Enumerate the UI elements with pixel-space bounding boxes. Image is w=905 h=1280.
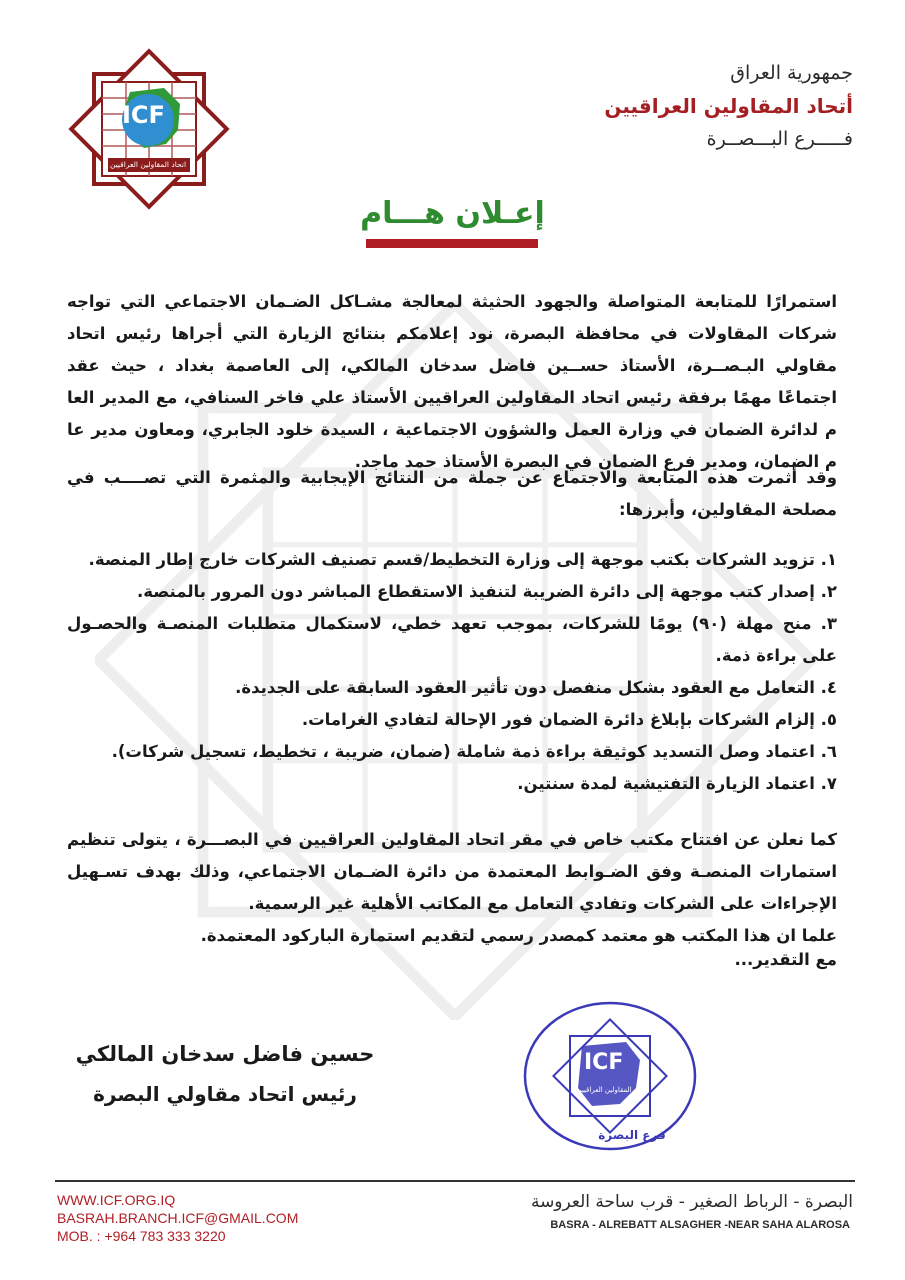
icf-logo xyxy=(68,48,230,210)
stamp-branch: فرع البصرة xyxy=(598,1128,666,1142)
footer-mobile: MOB. : +964 783 333 3220 xyxy=(57,1228,226,1244)
list-item: ٤. التعامل مع العقود بشكل منفصل دون تأثير العقود السابقة على الجديدة. xyxy=(235,678,837,697)
list-item: ٢. إصدار كتب موجهة إلى دائرة الضريبة لتنفيذ الاستقطاع المباشر دون المرور بالمنصة. xyxy=(136,582,837,601)
signatory-title: رئيس اتحاد مقاولي البصرة xyxy=(93,1082,357,1106)
list-item: ٣. منح مهلة (٩٠) يومًا للشركات، بموجب تعهد خطي، لاستكمال متطلبات المنصـة والحصـول على براءة ذمة. xyxy=(67,614,837,665)
results-paragraph: وقد أثمرت هذه المتابعة والاجتماع عن جملة من النتائج الإيجابية والمثمرة التي تصــــب في مصلحة المقاولين، وأبرزها: xyxy=(67,468,837,519)
intro-paragraph: استمرارًا للمتابعة المتواصلة والجهود الحثيثة لمعالجة مشـاكل الضـمان الاجتماعي التي تواجه شركات المقاولات في محافظة البصرة، نود إعلامكم بنتائج الزيارة التي أجراها رئيس اتحاد مقاولي البـصــرة، الأستاذ حســين فاضل سدخان المالكي، إلى العاصمة بغداد ، حيث عقد اجتماعًا مهمًا برفقة رئيس اتحاد المقاولين العراقيين الأستاذ علي فاخر السنافي، مع المدير العا م لدائرة الضمان في وزارة العمل والشؤون الاجتماعية ، السيدة خلود الجابري، ومعاون مدير عا م الضمان، ومدير فرع الضمان في البصرة الأستاذ حمد ماجد. xyxy=(67,292,837,471)
footer-address-arabic: البصرة - الرباط الصغير - قرب ساحة العروسة xyxy=(530,1192,853,1212)
header-branch: فـــــرع البـــصــرة xyxy=(706,128,853,150)
results-list xyxy=(67,544,837,800)
list-item: ٦. اعتماد وصل التسديد كوثيقة براءة ذمة شاملة (ضمان، ضريبة ، تخطيط، تسجيل شركات). xyxy=(111,742,837,761)
list-item: ٥. إلزام الشركات بإبلاغ دائرة الضمان فور الإحالة لتفادي الغرامات. xyxy=(301,710,837,729)
note-paragraph: علما ان هذا المكتب هو معتمد كمصدر رسمي لتقديم استمارة الباركود المعتمدة. xyxy=(200,926,837,945)
regards-line: مع التقدير... xyxy=(734,950,837,969)
footer-address-english: BASRA - ALREBATT ALSAGHER -NEAR SAHA ALAROSA xyxy=(550,1219,850,1231)
office-paragraph: كما نعلن عن افتتاح مكتب خاص في مقر اتحاد المقاولين العراقيين في البصـــرة ، يتولى تنظيم استمارات المنصـة وفق الضـوابط المعتمدة من دائرة الضـمان الاجتماعي، وذلك بهدف تسـهيل الإجراءات على الشركات وتفادي التعامل مع المكاتب الأهلية غير الرسمية. xyxy=(67,830,837,913)
announcement-title: إعـلان هـــام xyxy=(360,196,545,231)
stamp-logo-text: ICF xyxy=(584,1050,624,1075)
list-item: ١. تزويد الشركات بكتب موجهة إلى وزارة التخطيط/قسم تصنيف الشركات خارج إطار المنصة. xyxy=(88,550,837,569)
title-underline xyxy=(366,239,538,248)
stamp-caption: اتحاد المقاولين العراقيين xyxy=(576,1086,648,1094)
footer-divider xyxy=(55,1180,855,1182)
list-item: ٧. اعتماد الزيارة التفتيشية لمدة سنتين. xyxy=(517,774,837,793)
footer-email[interactable]: BASRAH.BRANCH.ICF@GMAIL.COM xyxy=(57,1210,299,1226)
signatory-name: حسين فاضل سدخان المالكي xyxy=(75,1042,375,1066)
header-country: جمهورية العراق xyxy=(730,62,853,84)
header-union: أتحاد المقاولين العراقيين xyxy=(604,94,853,118)
icf-logo-text: ICF xyxy=(122,101,165,129)
icf-logo-caption: اتحاد المقاولين العراقيين xyxy=(109,160,187,169)
footer-website[interactable]: WWW.ICF.ORG.IQ xyxy=(57,1192,176,1208)
